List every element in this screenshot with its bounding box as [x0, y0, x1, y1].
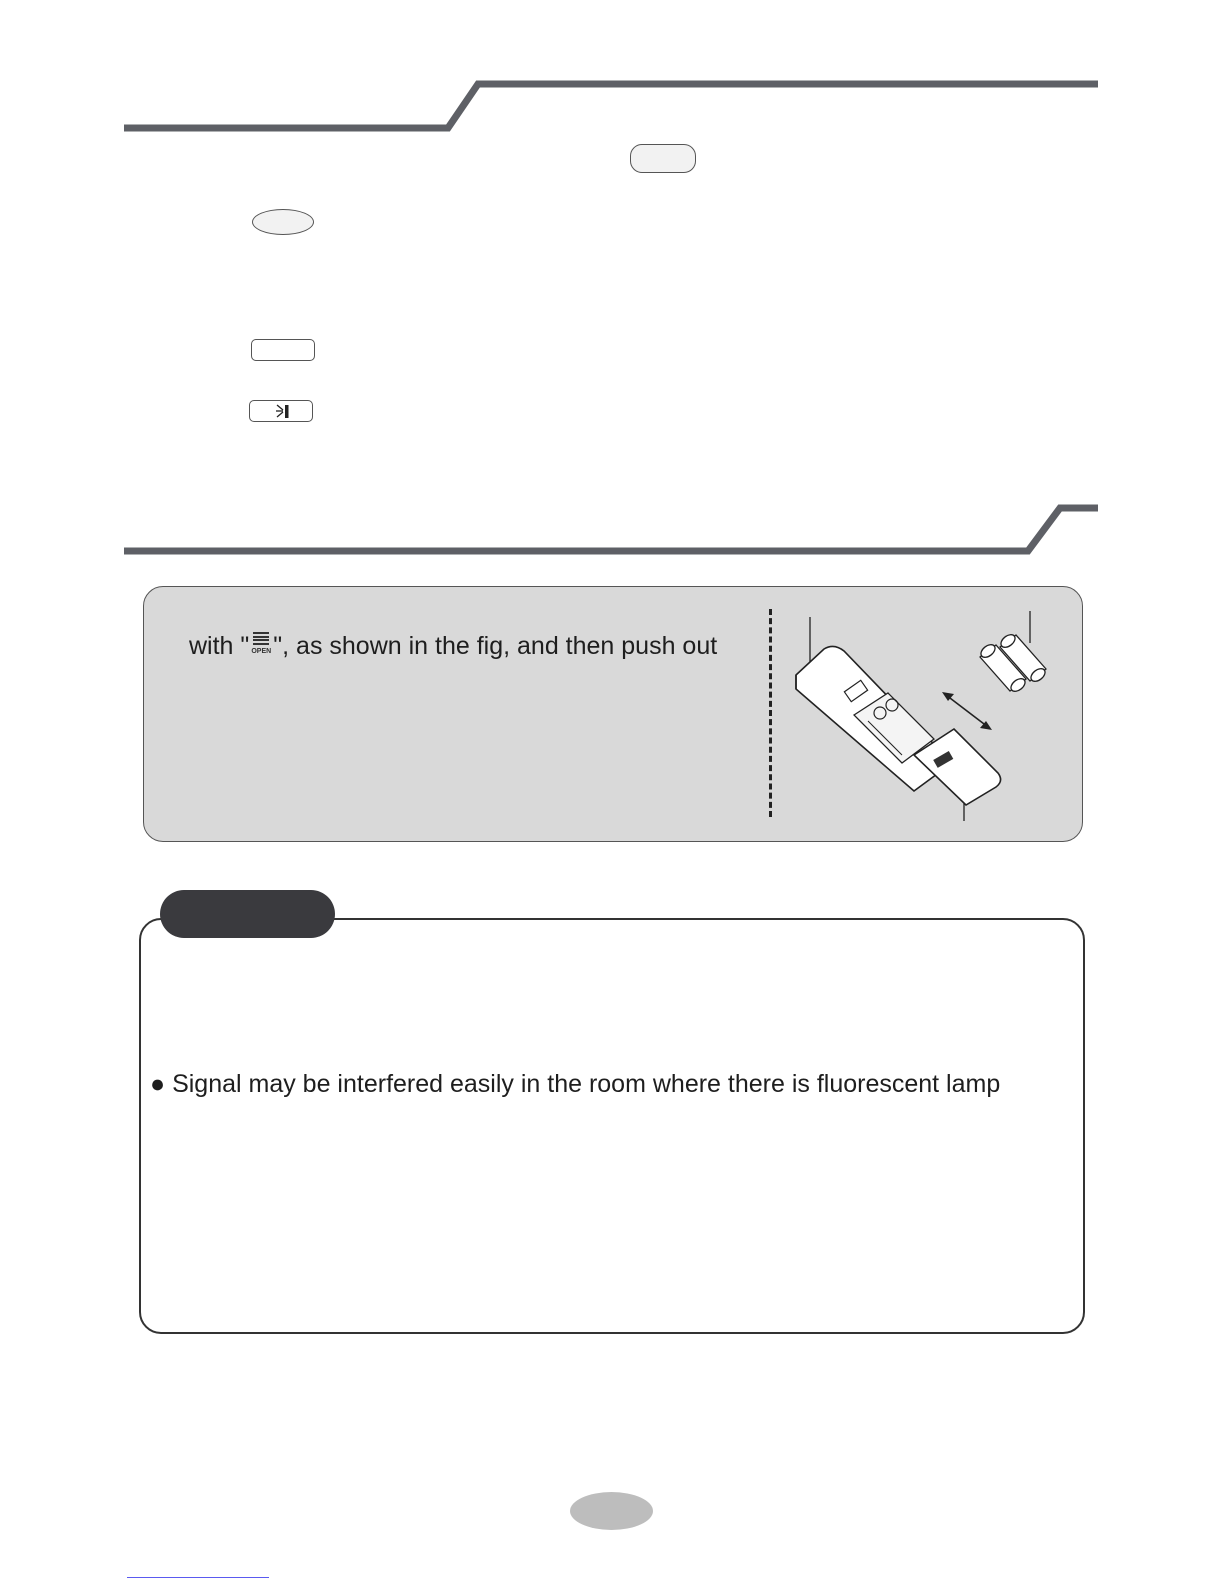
dashed-divider [769, 609, 772, 817]
section-header-bar-top [0, 0, 1225, 140]
light-symbol-icon [250, 401, 312, 421]
remote-key-light [249, 400, 313, 422]
notice-tab [160, 890, 335, 938]
battery-instruction-text [189, 631, 717, 661]
remote-key-oval-top [630, 144, 696, 173]
battery-pair-illustration [979, 632, 1048, 694]
battery-instruction-panel [143, 586, 1083, 842]
remote-key-oval-left [252, 209, 314, 235]
open-icon-label: OPEN [251, 648, 272, 655]
remote-control-illustration [784, 605, 1074, 837]
page-number-badge [570, 1492, 653, 1530]
instruction-text-part1: with " [189, 632, 250, 660]
notice-item-text: Signal may be interfered easily in the room where there is fluorescent lamp [172, 1070, 1001, 1098]
open-cover-icon [249, 631, 273, 659]
section-header-bar-middle [0, 490, 1225, 560]
notice-item-fluorescent [150, 1070, 1000, 1099]
bullet-icon: ● [150, 1070, 166, 1098]
footer-link-underline [127, 1577, 269, 1578]
instruction-text-part2: ", as shown in the fig, and then push out [273, 632, 718, 660]
notice-box [139, 918, 1085, 1334]
remote-key-rect-blank [251, 339, 315, 361]
